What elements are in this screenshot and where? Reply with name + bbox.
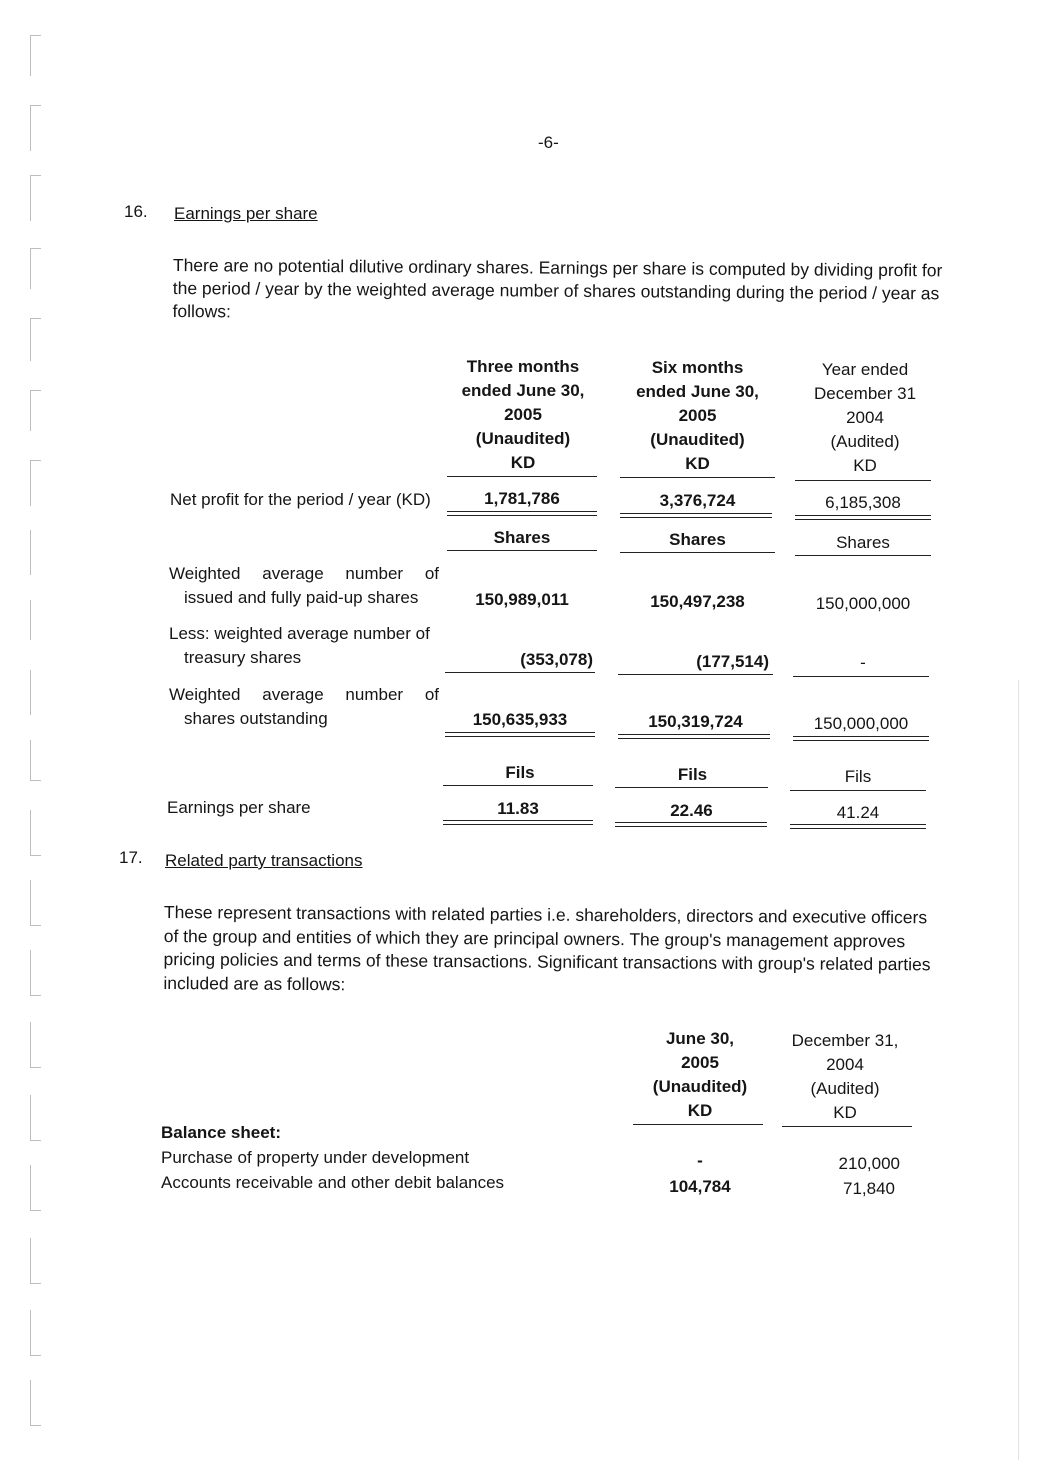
header-line: Three months [466,357,580,376]
weighted-issued-three-months: 150,989,011 [475,590,569,609]
header-rule [620,477,775,478]
row-label-weighted-issued-1: Weighted average number of [169,564,439,583]
unit-shares: Shares [836,533,890,552]
binding-mark [30,530,41,575]
balance-sheet-heading: Balance sheet: [161,1123,281,1142]
unit-rule [447,550,597,551]
paragraph-line: These represent transactions with related parties i.e. shareholders, directors and executive officers [163,902,928,928]
header-line: 2004 [846,408,884,427]
double-underline [618,734,770,739]
binding-mark [30,670,41,715]
unit-rule [443,785,593,786]
header-line: ended June 30, [461,381,585,400]
header-line: December 31, [791,1031,899,1050]
column-header-three-months [448,355,598,475]
header-line: June 30, [665,1029,735,1048]
column-header-june-2005 [635,1027,765,1123]
net-profit-six-months: 3,376,724 [659,491,736,510]
section-16-paragraph [173,254,963,329]
paragraph-line: included are as follows: [163,972,346,994]
subtotal-rule [793,676,929,677]
purchase-june-2005: - [697,1151,703,1170]
row-label-eps: Earnings per share [167,798,311,817]
header-line: KD [833,1103,857,1122]
unit-shares: Shares [669,530,726,549]
paragraph-line: There are no potential dilutive ordinary shares. Earnings per share is computed by dividing profit for [172,254,943,281]
row-label-treasury-1: Less: weighted average number of [169,624,430,643]
header-line: December 31 [813,384,917,403]
binding-mark [30,1238,41,1284]
binding-mark [30,390,41,431]
double-underline [790,824,926,829]
header-line: ended June 30, [636,382,759,401]
header-line: KD [510,453,536,472]
header-line: (Unaudited) [652,1077,748,1096]
subtotal-rule [445,672,595,673]
unit-fils: Fils [505,763,535,782]
header-line: (Audited) [810,1079,880,1098]
double-underline [445,732,595,737]
eps-six-months: 22.46 [670,801,713,820]
weighted-outstanding-year: 150,000,000 [813,714,909,733]
binding-mark [30,1310,41,1356]
unit-rule [795,555,931,556]
binding-mark [30,318,41,361]
weighted-outstanding-three-months: 150,635,933 [472,710,568,729]
binding-mark [30,810,41,856]
section-17-number: 17. [119,848,143,867]
header-line: KD [687,1101,713,1120]
unit-rule [620,552,775,553]
eps-three-months: 11.83 [497,799,539,818]
weighted-issued-year: 150,000,000 [815,594,911,613]
double-underline [620,513,772,518]
treasury-year: - [860,653,866,672]
double-underline [443,820,593,825]
row-label-weighted-outstanding-1: Weighted average number of [169,685,439,704]
treasury-three-months: (353,078) [520,650,593,669]
header-line: 2004 [826,1055,864,1074]
column-header-six-months [620,356,775,476]
row-label-net-profit: Net profit for the period / year (KD) [170,490,431,509]
section-17-paragraph [163,901,934,1000]
unit-fils: Fils [677,765,708,784]
header-line: KD [685,454,710,473]
row-label-receivables: Accounts receivable and other debit balances [161,1173,505,1192]
double-underline [795,515,931,520]
double-underline [447,511,597,516]
double-underline [615,822,767,827]
header-line: 2005 [678,406,717,425]
row-label-treasury-2: treasury shares [184,648,302,667]
row-label-purchase: Purchase of property under development [161,1148,470,1167]
eps-year: 41.24 [836,803,880,822]
header-rule [447,476,597,477]
binding-mark [30,880,41,926]
receivables-december-2004: 71,840 [843,1179,895,1198]
row-label-weighted-issued-2: issued and fully paid-up shares [184,588,419,607]
subtotal-rule [618,674,773,675]
column-header-year-ended [795,358,935,478]
header-rule [633,1124,763,1125]
row-label-weighted-outstanding-2: shares outstanding [184,709,328,728]
binding-mark [30,1380,41,1426]
binding-mark [30,950,41,996]
binding-mark [30,35,41,76]
net-profit-three-months: 1,781,786 [484,489,560,508]
binding-mark [30,248,41,289]
unit-rule [615,787,768,788]
unit-fils: Fils [844,767,872,786]
binding-mark [30,1095,41,1141]
binding-mark [30,1165,41,1211]
unit-shares: Shares [493,528,551,547]
purchase-december-2004: 210,000 [838,1154,900,1173]
header-line: KD [853,456,877,475]
binding-mark [30,740,41,781]
net-profit-year: 6,185,308 [825,493,901,512]
binding-mark [30,600,41,640]
weighted-issued-six-months: 150,497,238 [650,592,745,611]
binding-mark [30,1022,41,1068]
section-16-number: 16. [124,202,148,221]
binding-mark [30,105,41,151]
paragraph-line: of the group and entities of which they are principal owners. The group's management approves [163,925,906,951]
treasury-six-months: (177,514) [696,652,769,671]
page-number: -6- [538,133,559,152]
header-rule [795,480,931,481]
double-underline [793,736,929,741]
header-rule [782,1126,912,1127]
header-line: (Unaudited) [475,429,571,448]
header-line: 2005 [681,1053,719,1072]
binding-mark [30,460,41,506]
paragraph-line: the period / year by the weighted average number of shares outstanding during the period / year as [172,277,940,304]
paragraph-line: pricing policies and terms of these transactions. Significant transactions with group's related parties [163,948,931,975]
header-line: (Unaudited) [650,430,745,449]
section-17-title: Related party transactions [165,851,363,870]
binding-mark [30,175,41,221]
section-16-title: Earnings per share [174,204,318,223]
unit-rule [790,790,926,791]
header-line: Six months [651,358,744,377]
column-header-december-2004 [780,1029,910,1125]
receivables-june-2005: 104,784 [669,1177,731,1196]
paragraph-line: follows: [172,300,232,322]
header-line: 2005 [504,405,542,424]
weighted-outstanding-six-months: 150,319,724 [648,712,743,731]
page-edge [1018,680,1019,1460]
header-line: (Audited) [830,432,900,451]
header-line: Year ended [821,360,909,379]
